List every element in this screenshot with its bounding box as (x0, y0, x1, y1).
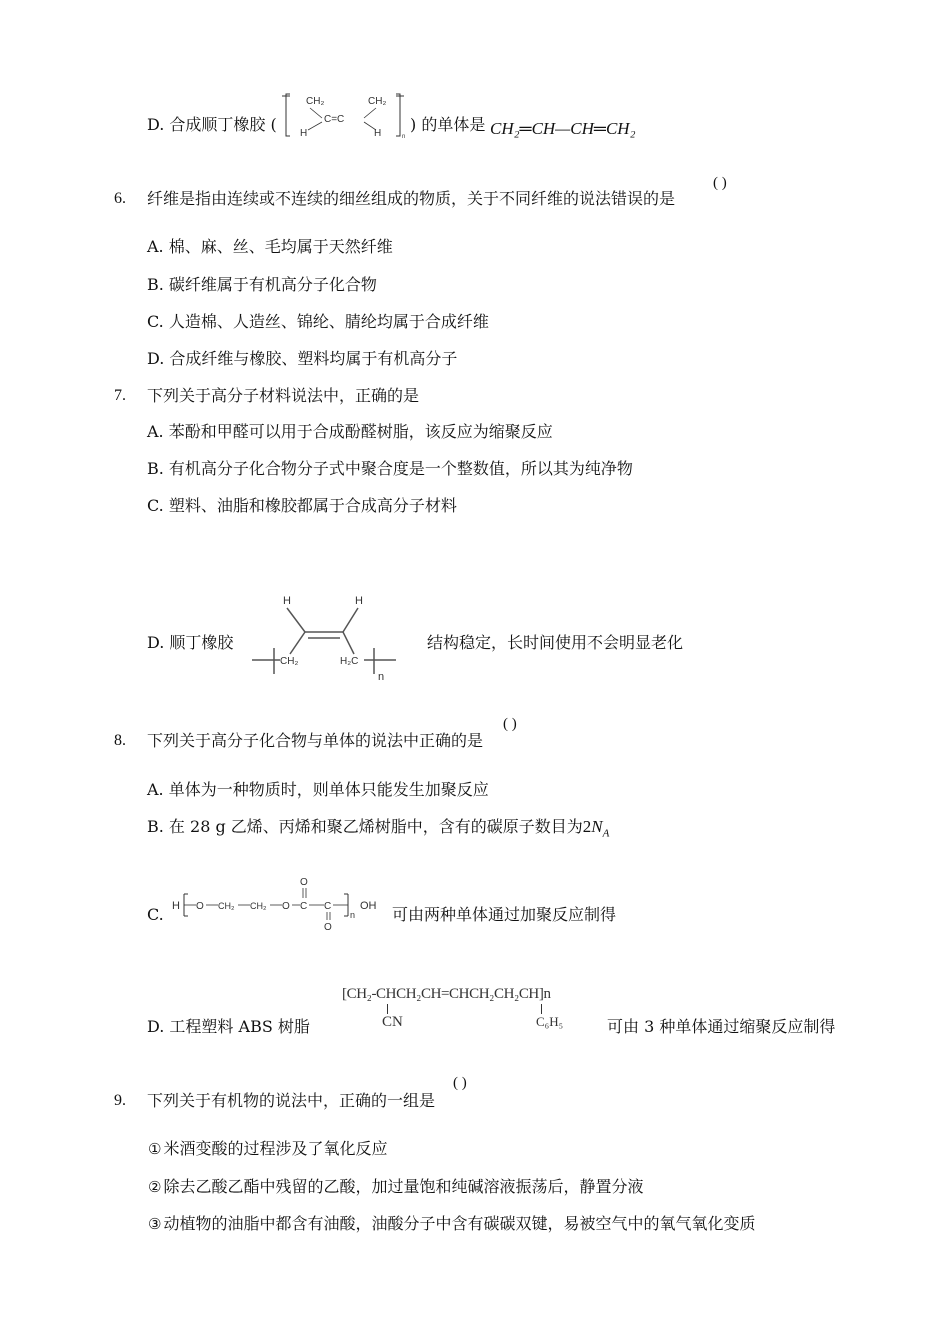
q7-stem: 下列关于高分子材料说法中，正确的是 (147, 386, 420, 405)
q7-option-a: A. 苯酚和甲醛可以用于合成酚醛树脂，该反应为缩聚反应 (147, 422, 553, 441)
q9-stem: 下列关于有机物的说法中，正确的一组是 (147, 1091, 436, 1110)
q8-math-sub: A (602, 827, 610, 840)
q6-number: 6. (114, 190, 126, 207)
q8c-c2: C (324, 901, 332, 912)
q8c-ch2b: CH₂ (250, 901, 267, 911)
q7-number: 7. (114, 387, 126, 404)
q5-ch2-right: CH₂ (368, 96, 387, 107)
q7-h-right: H (355, 595, 363, 607)
q7-cis-polybutadiene-structure (250, 592, 410, 684)
q8-option-a: A. 单体为一种物质时，则单体只能发生加聚反应 (147, 780, 489, 799)
q9-item-2-mark: ② (148, 1178, 162, 1196)
q5-monomer-formula: CH₂═CH—CH═CH₂ (490, 119, 636, 138)
q6-option-d: D. 合成纤维与橡胶、塑料均属于有机高分子 (147, 349, 458, 368)
q6-option-c: C. 人造棉、人造丝、锦纶、腈纶均属于合成纤维 (147, 312, 489, 331)
q8-math-coef: 2 (582, 817, 592, 836)
q8-option-b (147, 816, 609, 844)
q8c-c1: C (300, 901, 308, 912)
q8-answer-paren: ( ) (503, 716, 517, 732)
q8-number: 8. (114, 732, 126, 749)
q8-abs-cn: CN (382, 1014, 403, 1030)
q8-math-var: N (591, 817, 603, 836)
q6-option-a: A. 棉、麻、丝、毛均属于天然纤维 (147, 237, 393, 256)
q9-item-1-text: 米酒变酸的过程涉及了氧化反应 (163, 1139, 388, 1158)
q9-item-1 (148, 1138, 387, 1160)
q8-option-b-text: B. 在 28 g 乙烯、丙烯和聚乙烯树脂中，含有的碳原子数目为 (147, 817, 583, 836)
q8-option-d-prefix: D. 工程塑料 ABS 树脂 (147, 1017, 310, 1036)
q5-h-left: H (300, 128, 308, 139)
q8c-o-bot: O (324, 922, 332, 933)
q6-answer-paren: ( ) (713, 175, 727, 191)
q9-item-2 (148, 1176, 643, 1198)
q7-subscript-n: n (378, 671, 385, 683)
q8c-n: n (350, 910, 356, 920)
q8-abs-c6h5: C₆H₅ (536, 1014, 564, 1029)
q5-option-d-prefix: D. 合成顺丁橡胶 ( (147, 115, 277, 134)
q6-stem: 纤维是指由连续或不连续的细丝组成的物质，关于不同纤维的说法错误的是 (147, 189, 676, 208)
q8-option-c-polyester-structure (172, 876, 392, 932)
q8-option-c-suffix: 可由两种单体通过加聚反应制得 (392, 905, 617, 924)
q5-ch2-left: CH₂ (306, 96, 325, 107)
q5-c-eq-c: C=C (324, 114, 345, 125)
q8-option-d-abs-formula (342, 986, 592, 1036)
q9-item-3 (148, 1213, 755, 1235)
q7-ch2-right: H₂C (340, 656, 359, 667)
q7-option-b: B. 有机高分子化合物分子式中聚合度是一个整数值，所以其为纯净物 (147, 459, 633, 478)
q5-subscript-n: n (402, 134, 406, 140)
q8-abs-main-chain: [CH₂-CHCH₂CH=CHCH₂CH₂CH]n (342, 986, 551, 1002)
q9-item-3-mark: ③ (148, 1215, 162, 1233)
q7-h-left: H (283, 595, 291, 607)
q9-item-3-text: 动植物的油脂中都含有油酸，油酸分子中含有碳碳双键，易被空气中的氧气氧化变质 (163, 1214, 756, 1233)
q5-cis-polybutadiene-structure (282, 90, 422, 140)
q9-item-2-text: 除去乙酸乙酯中残留的乙酸，加过量饱和纯碱溶液振荡后，静置分液 (163, 1177, 644, 1196)
q8-option-b-math (582, 817, 610, 840)
q6-option-b: B. 碳纤维属于有机高分子化合物 (147, 275, 377, 294)
q7-option-c: C. 塑料、油脂和橡胶都属于合成高分子材料 (147, 496, 457, 515)
q8c-oh: OH (360, 900, 377, 912)
q8-option-d-suffix: 可由 3 种单体通过缩聚反应制得 (607, 1017, 836, 1036)
q8c-o1: O (196, 901, 204, 912)
q8-stem: 下列关于高分子化合物与单体的说法中正确的是 (147, 731, 484, 750)
q7-ch2-left: CH₂ (280, 656, 299, 667)
q5-option-d-mid: ) 的单体是 (410, 115, 486, 134)
q5-h-right: H (374, 128, 382, 139)
q7-option-d-prefix: D. 顺丁橡胶 (147, 633, 234, 652)
q9-item-1-mark: ① (148, 1140, 162, 1158)
q7-option-d-suffix: 结构稳定，长时间使用不会明显老化 (427, 633, 684, 652)
q8c-ch2a: CH₂ (218, 901, 235, 911)
q8c-o-top: O (300, 877, 308, 888)
q8-option-c-prefix: C. (147, 905, 164, 924)
q9-number: 9. (114, 1092, 126, 1109)
q9-answer-paren: ( ) (453, 1075, 467, 1091)
q8c-h: H (172, 900, 180, 912)
q8c-o2: O (282, 901, 290, 912)
